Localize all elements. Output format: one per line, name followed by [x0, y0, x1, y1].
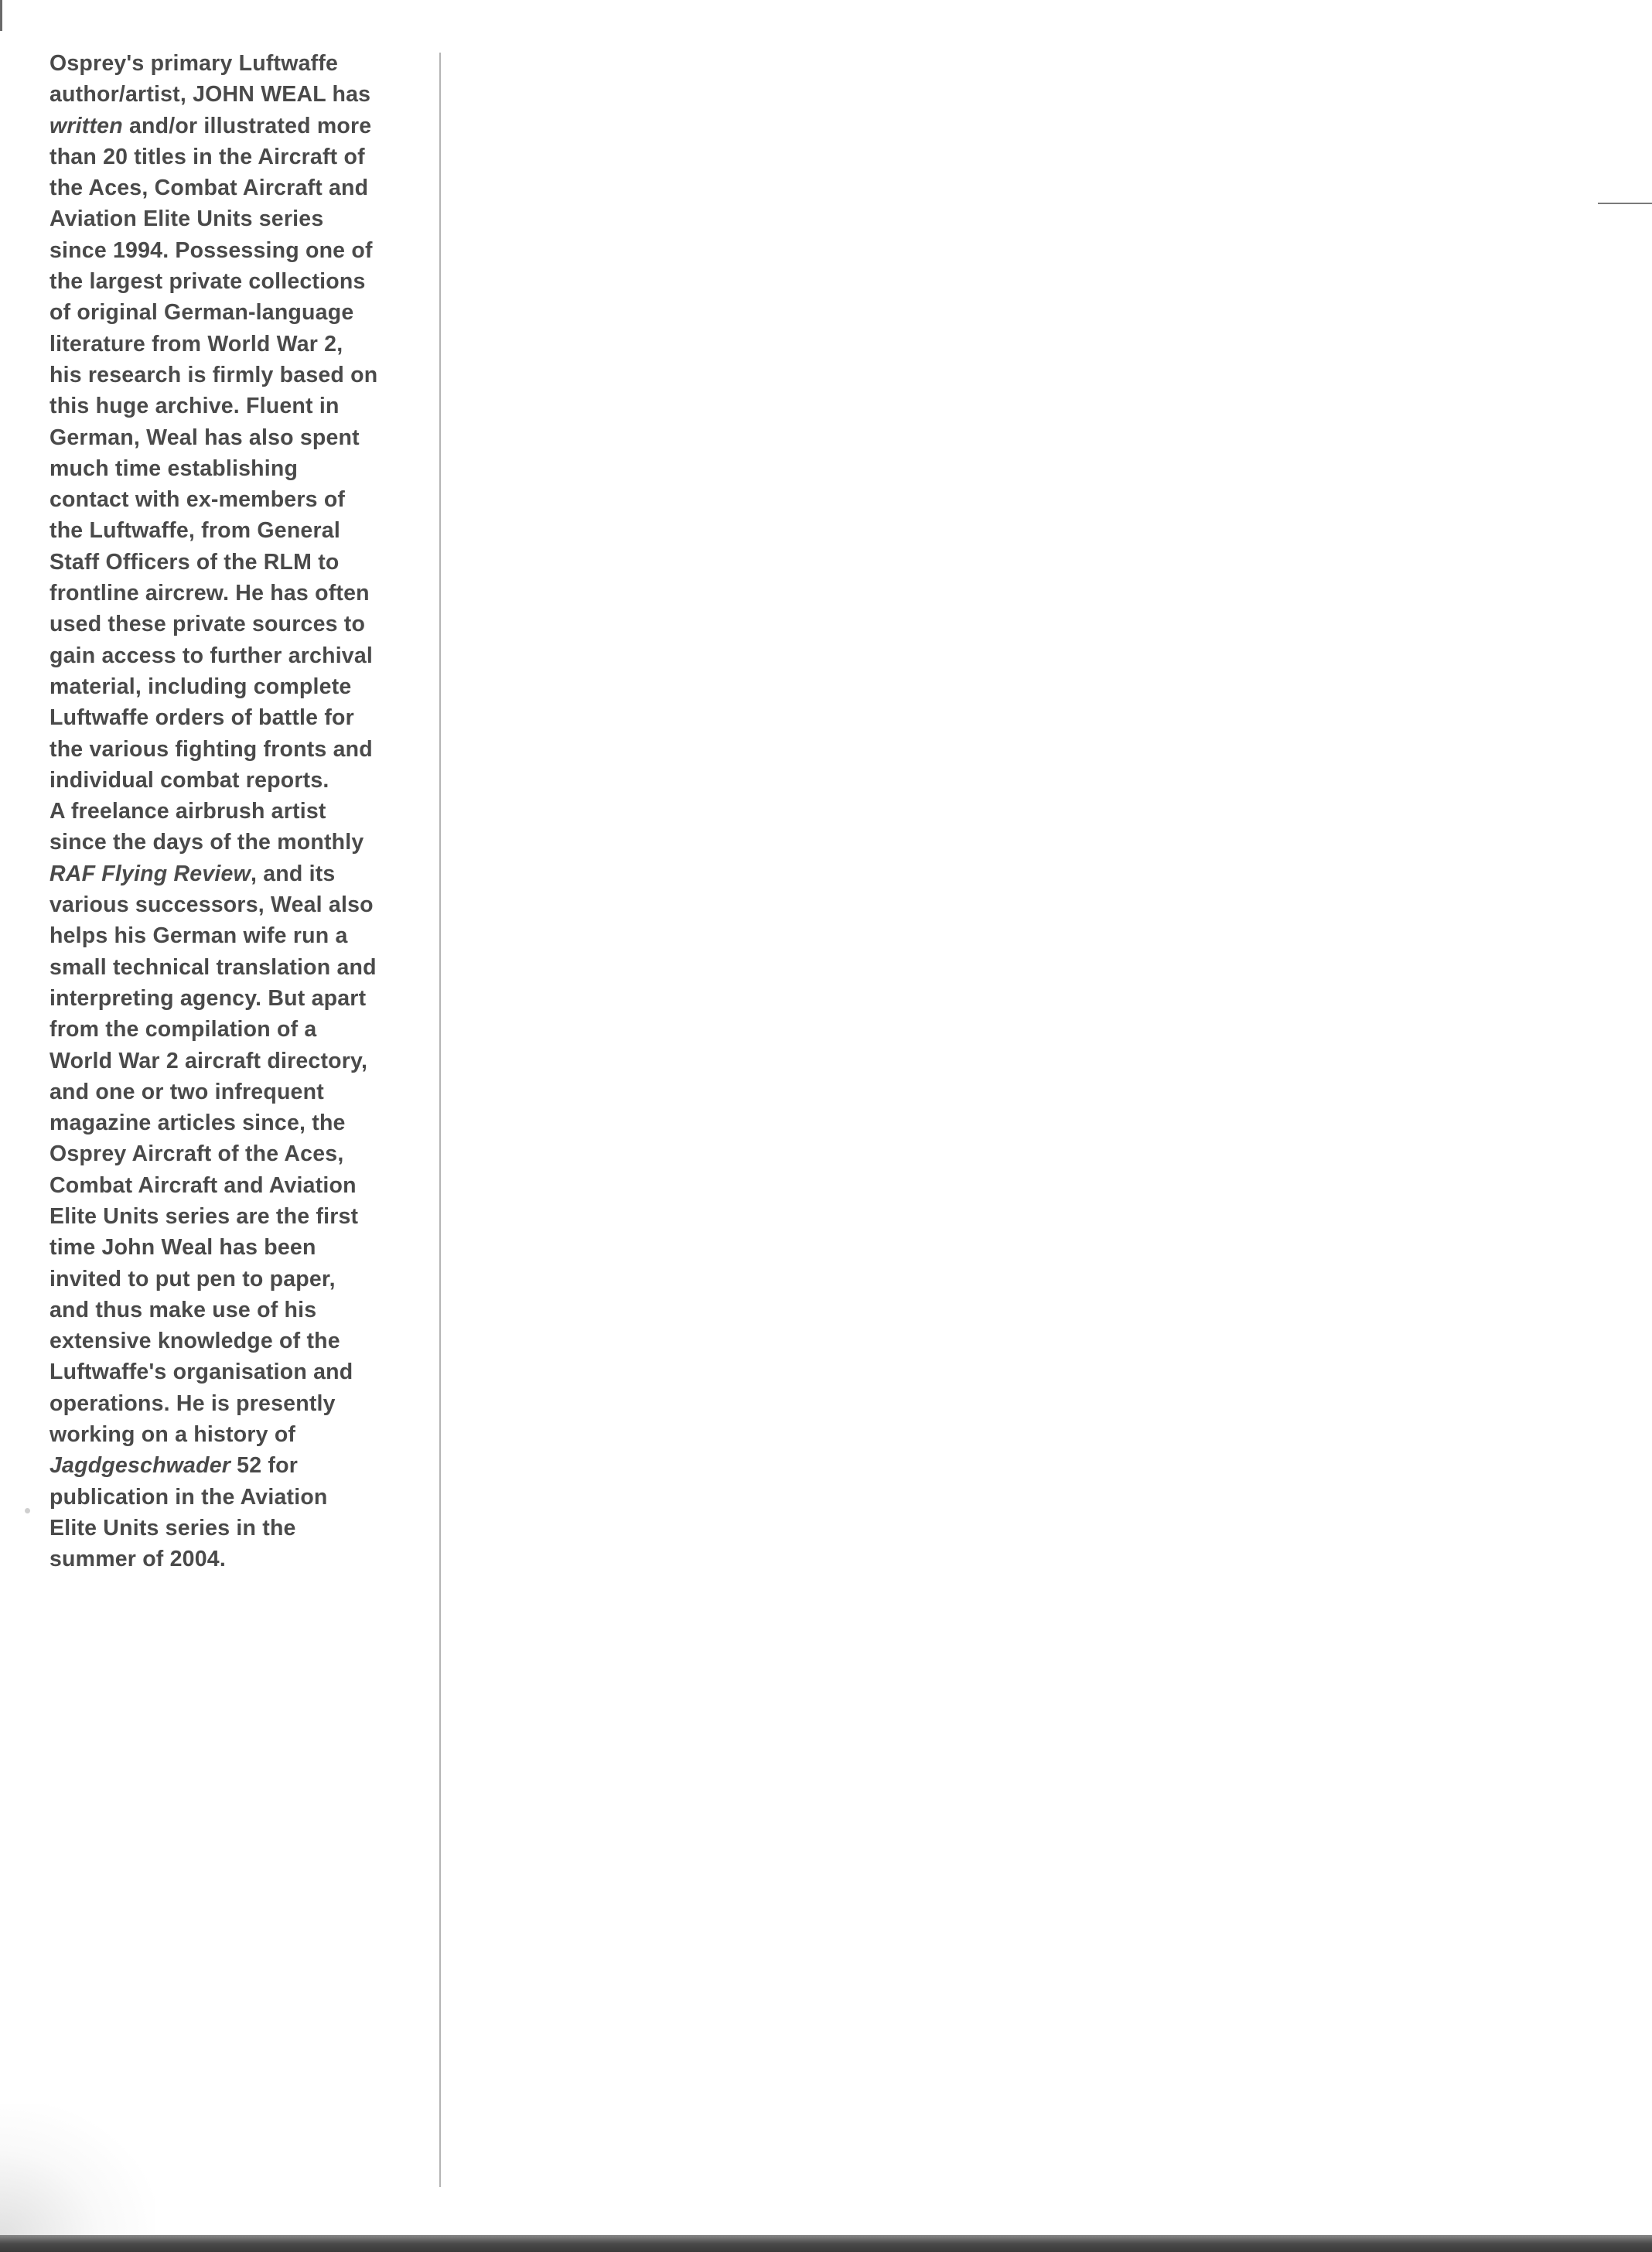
bio-text: World War 2 aircraft directory, [49, 1048, 368, 1073]
bio-text: Osprey Aircraft of the Aces, [49, 1141, 344, 1167]
bio-text: Elite Units series are the first [49, 1203, 359, 1229]
bio-text: Luftwaffe's organisation and [49, 1360, 353, 1385]
bio-italic-text: RAF Flying Review [49, 861, 251, 886]
bio-line [49, 329, 421, 360]
bio-line [49, 142, 421, 172]
bio-line [49, 1544, 421, 1575]
bio-line [49, 702, 421, 733]
bio-line [49, 79, 421, 110]
bio-text: frontline aircrew. He has often [49, 581, 370, 606]
bio-text: various successors, Weal also [49, 892, 374, 918]
bio-text: contact with ex-members of [49, 487, 346, 513]
bio-line [49, 1232, 421, 1263]
bio-text: Combat Aircraft and Aviation [49, 1172, 357, 1198]
scan-edge-band [0, 2235, 1652, 2252]
bio-line [49, 391, 421, 421]
bio-text: Elite Units series in the [49, 1515, 296, 1541]
bio-text: A freelance airbrush artist [49, 799, 326, 824]
scan-smudge [0, 2104, 155, 2235]
bio-line [49, 422, 421, 453]
bio-line [49, 609, 421, 640]
bio-line [49, 1295, 421, 1326]
bio-line [49, 952, 421, 983]
bio-text: Staff Officers of the RLM to [49, 549, 340, 575]
bio-line [49, 765, 421, 796]
bio-text: the largest private collections [49, 269, 366, 295]
bio-line [49, 1170, 421, 1201]
bio-line [49, 1107, 421, 1138]
bio-text: working on a history of [49, 1422, 296, 1448]
bio-line [49, 235, 421, 266]
column-divider-rule [439, 53, 441, 2187]
bio-line [49, 484, 421, 515]
bio-text: and/or illustrated more [122, 113, 372, 138]
bio-line [49, 1419, 421, 1450]
bio-line [49, 203, 421, 234]
bio-line [49, 1450, 421, 1481]
bio-line [49, 1046, 421, 1077]
bio-text: time John Weal has been [49, 1235, 316, 1261]
bio-text: small technical translation and [49, 954, 377, 980]
bio-text: 52 for [230, 1453, 298, 1479]
bio-text: since 1994. Possessing one of [49, 237, 373, 263]
bio-text: summer of 2004. [49, 1547, 226, 1572]
crop-mark [0, 0, 2, 31]
bio-line [49, 1326, 421, 1356]
bio-text: interpreting agency. But apart [49, 985, 367, 1011]
bio-text: author/artist, JOHN WEAL has [49, 82, 371, 107]
print-speck [25, 1508, 30, 1513]
bio-text: , and its [250, 861, 336, 886]
author-bio-column [49, 48, 421, 1575]
bio-text: Osprey's primary Luftwaffe [49, 51, 339, 76]
bio-text: gain access to further archival [49, 643, 374, 668]
bio-text: the Aces, Combat Aircraft and [49, 176, 369, 201]
bio-line [49, 920, 421, 951]
bio-line [49, 172, 421, 203]
bio-text: much time establishing [49, 456, 299, 481]
bio-text: operations. He is presently [49, 1390, 336, 1416]
bio-text: and thus make use of his [49, 1297, 317, 1322]
bio-text: Aviation Elite Units series [49, 206, 324, 232]
bio-text: German, Weal has also spent [49, 425, 360, 450]
bio-line [49, 1201, 421, 1232]
bio-line [49, 640, 421, 671]
bio-line [49, 858, 421, 889]
bio-text: his research is firmly based on [49, 362, 378, 387]
bio-line [49, 266, 421, 297]
bio-line [49, 360, 421, 391]
bio-line [49, 1077, 421, 1107]
bio-text: since the days of the monthly [49, 830, 364, 855]
bio-line [49, 48, 421, 79]
bio-line [49, 796, 421, 827]
bio-text: individual combat reports. [49, 767, 329, 793]
bio-line [49, 547, 421, 578]
bio-line [49, 671, 421, 702]
bio-line [49, 297, 421, 328]
bio-italic-text: Jagdgeschwader [49, 1453, 231, 1479]
bio-line [49, 1513, 421, 1544]
bio-line [49, 827, 421, 858]
bio-line [49, 889, 421, 920]
bio-text: material, including complete [49, 674, 352, 699]
bio-text: of original German-language [49, 300, 354, 326]
bio-italic-text: written [49, 113, 123, 138]
bio-text: invited to put pen to paper, [49, 1266, 336, 1291]
bio-text: this huge archive. Fluent in [49, 394, 340, 419]
bio-line [49, 515, 421, 546]
bio-text: Luftwaffe orders of battle for [49, 705, 354, 731]
bio-line [49, 1264, 421, 1295]
bio-line [49, 453, 421, 484]
bio-text: from the compilation of a [49, 1017, 317, 1042]
bio-line [49, 983, 421, 1014]
margin-mark [1598, 203, 1652, 204]
bio-text: used these private sources to [49, 612, 366, 637]
bio-text: extensive knowledge of the [49, 1329, 340, 1354]
bio-text: helps his German wife run a [49, 923, 348, 949]
bio-text: than 20 titles in the Aircraft of [49, 144, 365, 169]
bio-text: and one or two infrequent [49, 1079, 324, 1104]
bio-text: literature from World War 2, [49, 331, 343, 357]
bio-line [49, 1388, 421, 1419]
bio-text: publication in the Aviation [49, 1484, 328, 1510]
bio-line [49, 578, 421, 609]
bio-line [49, 1014, 421, 1045]
bio-text: the Luftwaffe, from General [49, 518, 340, 544]
bio-line [49, 1138, 421, 1169]
bio-line [49, 734, 421, 765]
bio-text: the various fighting fronts and [49, 736, 373, 762]
bio-text: magazine articles since, the [49, 1111, 346, 1136]
bio-line [49, 111, 421, 142]
bio-line [49, 1482, 421, 1513]
bio-line [49, 1356, 421, 1387]
